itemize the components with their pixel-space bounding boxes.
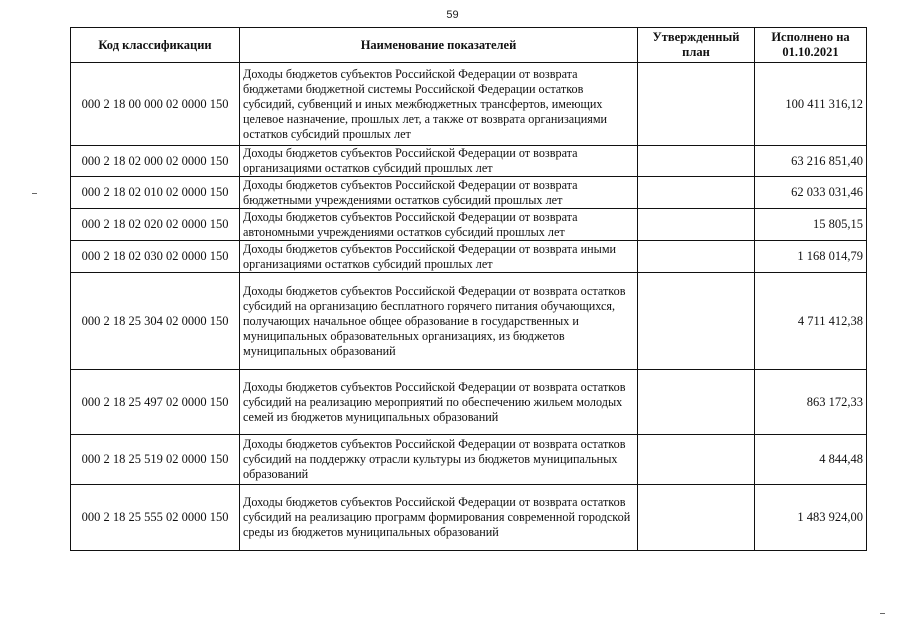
header-name: Наименование показателей	[240, 28, 638, 63]
table-row	[71, 146, 867, 177]
header-executed: Исполнено на 01.10.2021	[755, 28, 867, 63]
row-executed: 63 216 851,40	[755, 146, 867, 177]
row-name: Доходы бюджетов субъектов Российской Федерации от возврата остатков субсидий на поддержку отрасли культуры из бюджетов муниципальных образований	[240, 435, 638, 485]
row-plan	[638, 370, 755, 435]
row-executed: 62 033 031,46	[755, 177, 867, 209]
row-executed: 15 805,15	[755, 209, 867, 241]
row-plan	[638, 273, 755, 370]
budget-income-table	[70, 27, 867, 551]
scan-mark-right	[880, 613, 885, 614]
row-plan	[638, 146, 755, 177]
table-row	[71, 273, 867, 370]
row-code: 000 2 18 25 304 02 0000 150	[71, 273, 240, 370]
row-code: 000 2 18 02 030 02 0000 150	[71, 241, 240, 273]
row-executed: 1 168 014,79	[755, 241, 867, 273]
row-code: 000 2 18 02 020 02 0000 150	[71, 209, 240, 241]
page-number: 59	[446, 9, 459, 21]
row-executed: 4 711 412,38	[755, 273, 867, 370]
row-plan	[638, 209, 755, 241]
row-code: 000 2 18 25 555 02 0000 150	[71, 485, 240, 551]
table-row	[71, 370, 867, 435]
row-executed: 863 172,33	[755, 370, 867, 435]
table-row	[71, 63, 867, 146]
table-row	[71, 241, 867, 273]
row-code: 000 2 18 25 519 02 0000 150	[71, 435, 240, 485]
table-row	[71, 209, 867, 241]
row-name: Доходы бюджетов субъектов Российской Федерации от возврата организациями остатков субсидий прошлых лет	[240, 146, 638, 177]
row-code: 000 2 18 02 000 02 0000 150	[71, 146, 240, 177]
row-plan	[638, 435, 755, 485]
row-name: Доходы бюджетов субъектов Российской Федерации от возврата остатков субсидий на реализацию мероприятий по обеспечению жильем молодых семей из бюджетов муниципальных образований	[240, 370, 638, 435]
header-plan: Утвержденный план	[638, 28, 755, 63]
row-executed: 1 483 924,00	[755, 485, 867, 551]
row-plan	[638, 63, 755, 146]
row-name: Доходы бюджетов субъектов Российской Федерации от возврата бюджетными учреждениями остатков субсидий прошлых лет	[240, 177, 638, 209]
row-name: Доходы бюджетов субъектов Российской Федерации от возврата автономными учреждениями остатков субсидий прошлых лет	[240, 209, 638, 241]
row-name: Доходы бюджетов субъектов Российской Федерации от возврата бюджетами бюджетной системы Российской Федерации остатков субсидий, субвенций и иных межбюджетных трансфертов, имеющих целевое назначение, прошлых лет, а также от возврата организациями остатков субсидий прошлых лет	[240, 63, 638, 146]
row-plan	[638, 485, 755, 551]
scan-mark-left	[32, 193, 37, 194]
row-name: Доходы бюджетов субъектов Российской Федерации от возврата иными организациями остатков субсидий прошлых лет	[240, 241, 638, 273]
row-plan	[638, 241, 755, 273]
row-code: 000 2 18 02 010 02 0000 150	[71, 177, 240, 209]
row-executed: 100 411 316,12	[755, 63, 867, 146]
table-row	[71, 485, 867, 551]
row-name: Доходы бюджетов субъектов Российской Федерации от возврата остатков субсидий на реализацию программ формирования современной городской среды из бюджетов муниципальных образований	[240, 485, 638, 551]
row-code: 000 2 18 25 497 02 0000 150	[71, 370, 240, 435]
table-row	[71, 435, 867, 485]
row-plan	[638, 177, 755, 209]
row-name: Доходы бюджетов субъектов Российской Федерации от возврата остатков субсидий на организацию бесплатного горячего питания обучающихся, получающих начальное общее образование в государственных и муниципальных образовательных организациях, из бюджетов муниципальных образований	[240, 273, 638, 370]
row-executed: 4 844,48	[755, 435, 867, 485]
header-code: Код классификации	[71, 28, 240, 63]
table-header-row	[71, 28, 867, 63]
row-code: 000 2 18 00 000 02 0000 150	[71, 63, 240, 146]
table-row	[71, 177, 867, 209]
